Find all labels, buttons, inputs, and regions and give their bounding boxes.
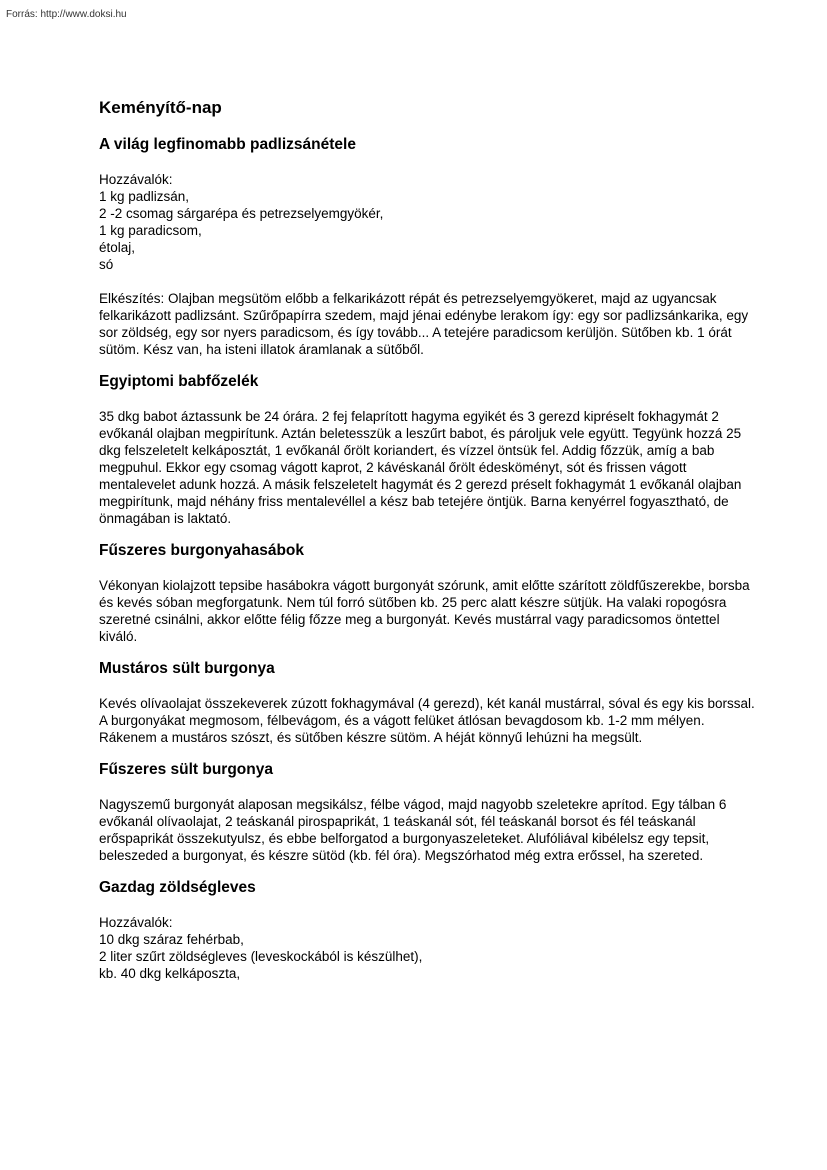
recipe-title: Gazdag zöldségleves [99, 879, 256, 896]
ingredients-heading: Hozzávalók: [99, 915, 173, 930]
document-title: Keményítő-nap [99, 98, 222, 117]
ingredient-item: étolaj, [99, 240, 136, 255]
ingredient-item: 1 kg padlizsán, [99, 189, 190, 204]
ingredients-list [99, 914, 759, 982]
ingredient-item: 10 dkg száraz fehérbab, [99, 932, 244, 947]
source-label: Forrás: http://www.doksi.hu [6, 9, 127, 20]
recipe-instructions: Vékonyan kiolajzott tepsibe hasábokra vágott burgonyát szórunk, amit előtte szárított zöldfűszerekbe, borsba és kevés sóban megforgatunk. Nem túl forró sütőben kb. 25 perc alatt készre sütjük. Ha valaki ropogósra szeretné csinálni, akkor előtte félig főzze meg a burgonyát. Kevés mustárral vagy paradicsomos öntettel kiváló. [99, 578, 750, 644]
recipe-burgonyahasabok [99, 541, 759, 645]
recipe-instructions: Kevés olívaolajat összekeverek zúzott fokhagymával (4 gerezd), két kanál mustárral, sóval és egy kis borssal. A burgonyákat megmosom, félbevágom, és a vágott felüket átlósan bevagdosom kb. 1-2 mm mélyen. Rákenem a mustáros szószt, és sütőben készre sütöm. A héját könnyű lehúzni ha megsült. [99, 696, 755, 745]
recipe-instructions: 35 dkg babot áztassunk be 24 órára. 2 fej felaprított hagyma egyikét és 3 gerezd kipréselt fokhagymát 2 evőkanál olajban megpirítunk. Aztán beletesszük a leszűrt babot, és pároljuk vele együtt. Tegyünk hozzá 25 dkg felszeletelt kelkáposztát, 1 evőkanál őrölt koriandert, és vízzel öntsük fel. Addig főzzük, amíg a bab megpuhul. Ekkor egy csomag vágott kaprot, 2 kávéskanál őrölt édesköményt, sót és frissen vágott mentalevelet adunk hozzá. A másik felszeletelt hagymát és 2 gerezd préselt fokhagymát 1 evőkanál olajban megpirítunk, majd néhány friss mentalevéllel a kész bab tetejére öntjük. Barna kenyérrel fogyasztható, de önmagában is laktató. [99, 409, 742, 526]
recipe-title: Egyiptomi babfőzelék [99, 373, 259, 390]
ingredient-item: 1 kg paradicsom, [99, 223, 202, 238]
recipe-title: Fűszeres sült burgonya [99, 761, 273, 778]
recipe-title: A világ legfinomabb padlizsánétele [99, 136, 356, 153]
document-body [99, 97, 759, 999]
recipe-zoldsegleves [99, 878, 759, 982]
recipe-title: Fűszeres burgonyahasábok [99, 542, 305, 559]
recipe-instructions: Elkészítés: Olajban megsütöm előbb a felkarikázott répát és petrezselyemgyökeret, majd az ugyancsak felkarikázott padlizsánt. Szűrőpapírra szedem, majd jénai edénybe lerakom így: egy sor padlizsánkarika, egy sor zöldség, egy sor nyers paradicsom, és így tovább... A tetejére paradicsom kerüljön. Sütőben kb. 1 órát sütöm. Kész van, ha isteni illatok áramlanak a sütőből. [99, 291, 749, 357]
ingredients-heading: Hozzávalók: [99, 172, 173, 187]
recipe-title: Mustáros sült burgonya [99, 660, 275, 677]
ingredients-list [99, 171, 759, 273]
recipe-fuszeres-burgonya [99, 760, 759, 864]
recipe-instructions: Nagyszemű burgonyát alaposan megsikálsz, félbe vágod, majd nagyobb szeletekre aprítod. Egy tálban 6 evőkanál olívaolajat, 2 teáskanál pirospaprikát, 1 teáskanál sót, fél teáskanál borsot és fél teáskanál erőspaprikát összekutyulsz, és ebbe belforgatod a burgonyaszeleteket. Alufóliával kibélelsz egy tepsit, beleszeded a burgonyat, és készre sütöd (kb. fél óra). Megszórhatod még extra erőssel, ha szereted. [99, 797, 727, 863]
ingredient-item: 2 liter szűrt zöldségleves (leveskockából is készülhet), [99, 949, 423, 964]
ingredient-item: kb. 40 dkg kelkáposzta, [99, 966, 241, 981]
recipe-mustaros-burgonya [99, 659, 759, 746]
recipe-padlizsan [99, 135, 759, 358]
ingredient-item: 2 -2 csomag sárgarépa és petrezselyemgyökér, [99, 206, 384, 221]
ingredient-item: só [99, 257, 114, 272]
recipe-babfozelek [99, 372, 759, 527]
